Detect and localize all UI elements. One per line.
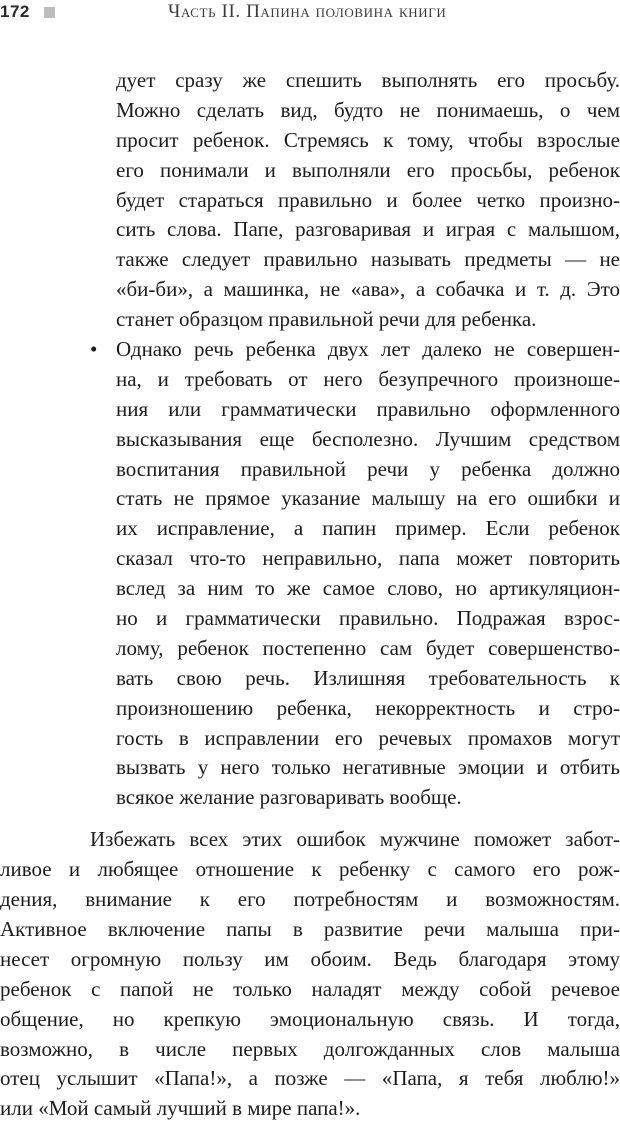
text-line: Активное включение папы в развитие речи малыша при- xyxy=(0,916,620,941)
text-line: высказывания еще бесполезно. Лучшим средством xyxy=(116,426,620,451)
text-line: ребенок с папой не только наладят между собой речевое xyxy=(0,976,620,1001)
bullet-item xyxy=(0,335,620,813)
text-line: дения, внимание к его потребностям и возможностям. xyxy=(0,887,620,912)
text-line: просит ребенок. Стремясь к тому, чтобы взрослые xyxy=(116,127,620,152)
text-line: их исправление, а папин пример. Если ребенок xyxy=(116,516,620,541)
text-line: Однако речь ребенка двух лет далеко не совершен- xyxy=(116,337,620,362)
text-line: всякое желание разговаривать вообще. xyxy=(116,785,462,810)
text-line: отец услышит «Папа!», а позже — «Папа, я тебя люблю!» xyxy=(0,1066,620,1091)
text-line: гость в исправлении его речевых промахов могут xyxy=(116,725,620,750)
header-square-ornament xyxy=(44,7,55,18)
text-line: произношению ребенка, некорректность и стро- xyxy=(116,695,620,720)
text-line: воспитания правильной речи у ребенка должно xyxy=(116,456,620,481)
text-line: «би-би», а машинка, не «ава», а собачка и т. д. Это xyxy=(116,277,620,302)
text-line: но и грамматически правильно. Подражая взрос- xyxy=(116,606,620,631)
text-line: или «Мой самый лучший в мире папа!». xyxy=(0,1096,361,1121)
text-line: также следует правильно называть предметы — не xyxy=(116,247,620,272)
page-number: 172 xyxy=(0,2,30,21)
text-line: ливое и любящее отношение к ребенку с самого его рож- xyxy=(0,857,620,882)
text-line: дует сразу же спешить выполнять его просьбу. xyxy=(116,68,620,92)
text-line: стать не прямое указание малышу на его ошибки и xyxy=(116,486,620,511)
text-line: сказал что-то неправильно, папа может повторить xyxy=(116,546,620,571)
text-line: вызвать у него только негативные эмоции и отбить xyxy=(116,755,620,780)
page-header xyxy=(0,0,620,30)
text-line: ния или грамматически правильно оформленного xyxy=(116,396,620,421)
text-line: вать свою речь. Излишняя требовательность к xyxy=(116,665,620,690)
text-line: станет образцом правильной речи для ребенка. xyxy=(116,307,537,332)
text-line: его понимали и выполняли его просьбы, ребенок xyxy=(116,157,620,182)
text-line: будет стараться правильно и более четко произно- xyxy=(116,187,620,212)
body-paragraph xyxy=(0,825,620,1124)
text-line: вслед за ним то же самое слово, но артикуляцион- xyxy=(116,576,620,601)
text-line: несет огромную пользу им обоим. Ведь благодаря этому xyxy=(0,946,620,971)
bullet-item-continued xyxy=(0,66,620,335)
text-line: возможно, в числе первых долгожданных слов малыша xyxy=(0,1036,620,1061)
text-line: на, и требовать от него безупречного произноше- xyxy=(116,366,620,391)
text-line: общение, но крепкую эмоциональную связь. И тогда, xyxy=(0,1006,620,1031)
running-head: Часть II. Папина половина книги xyxy=(168,1,447,22)
text-line: Избежать всех этих ошибок мужчине поможет забот- xyxy=(90,827,620,852)
body-text xyxy=(0,66,620,1124)
paragraph-spacer xyxy=(0,813,620,825)
text-line: лому, ребенок постепенно сам будет совершенство- xyxy=(116,635,620,660)
text-line: сить слова. Папе, разговаривая и играя с малышом, xyxy=(116,217,620,242)
bullet-mark: • xyxy=(90,337,98,362)
text-line: Можно сделать вид, будто не понимаешь, о чем xyxy=(116,97,620,122)
